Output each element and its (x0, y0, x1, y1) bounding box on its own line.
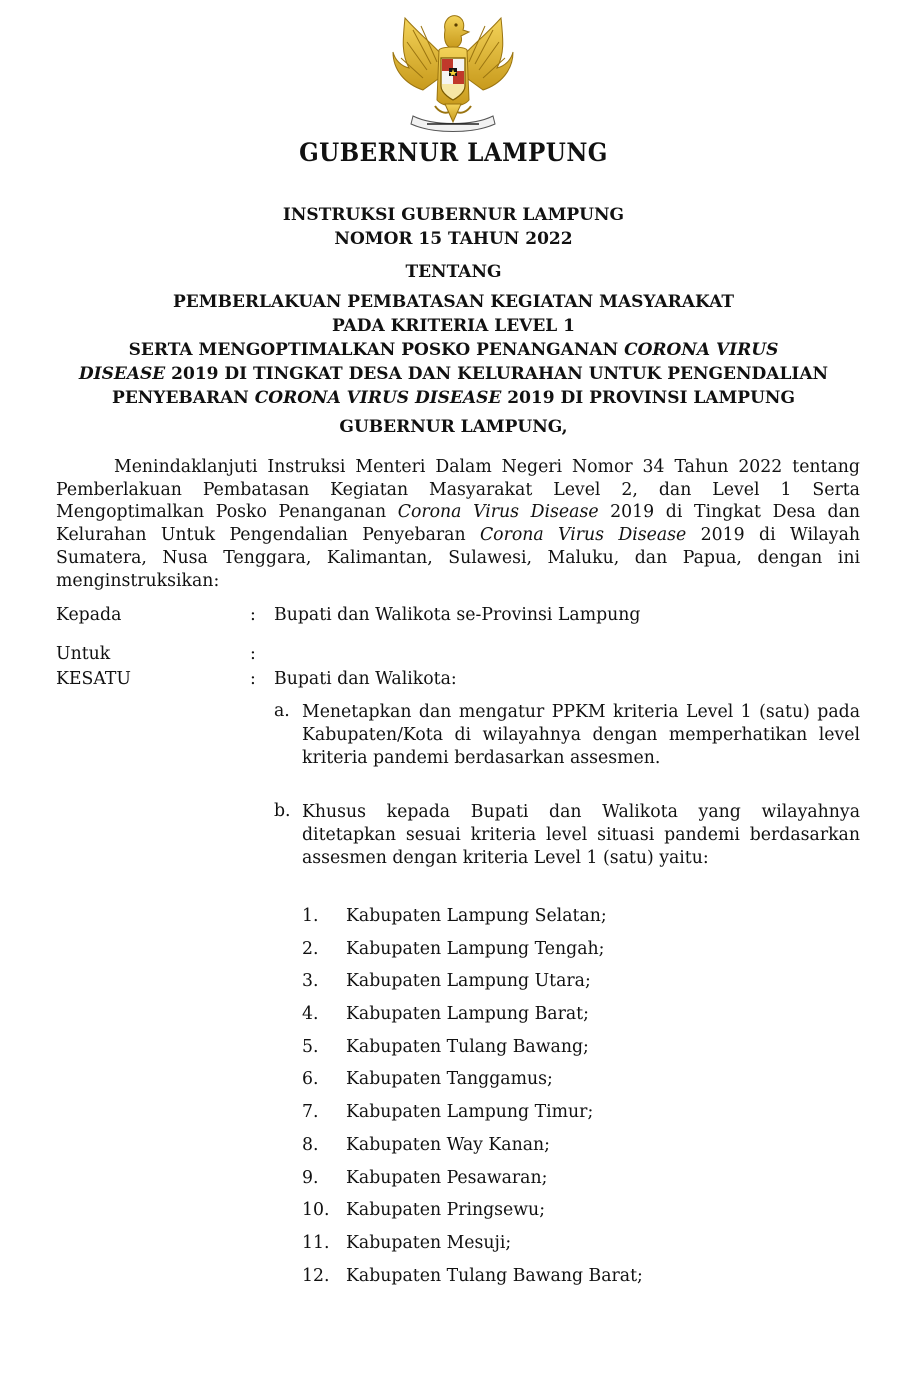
instruction-heading (0, 203, 907, 251)
list-item: 2. Kabupaten Lampung Tengah; (302, 938, 605, 959)
kesatu-value: Bupati dan Walikota: (274, 669, 457, 689)
kepada-value: Bupati dan Walikota se-Provinsi Lampung (274, 605, 641, 625)
item-a-text: Menetapkan dan mengatur PPKM kriteria Level 1 (satu) pada Kabupaten/Kota di wilayahnya dengan memperhatikan level kriteria pandemi berdasarkan assesmen. (302, 702, 860, 768)
list-item: 6. Kabupaten Tanggamus; (302, 1069, 553, 1090)
kesatu-label: KESATU (56, 669, 131, 689)
document-page: GUBERNUR LAMPUNG INSTRUKSI GUBERNUR LAMPUNG NOMOR 15 TAHUN 2022 TENTANG PEMBERLAKUAN PEMBATASAN KEGIATAN MASYARAKAT PADA KRITERIA LEVEL 1 SERTA MENGOPTIMALKAN POSKO PENANGANAN CORONA VIRUS DISEASE 2019 DI TINGKAT DESA DAN KELURAHAN UNTUK PENGENDALIAN PENYEBARAN CORONA VIRUS DISEASE 2019 DI PROVINSI LAMPUNG GUBERNUR LAMPUNG, Menindaklanjuti Instruksi Menteri Dalam Negeri Nomor 34 Tahun 2022 tentang Pemberlakuan Pembatasan Kegiatan Masyarakat Level 2, dan Level 1 Serta Mengoptimalkan Posko Penanganan Corona Virus Disease 2019 di Tingkat Desa dan Kelurahan Untuk Pengendalian Penyebaran Corona Virus Disease 2019 di Wilayah Sumatera, Nusa Tenggara, Kalimantan, Sulawesi, Maluku, dan Papua, dengan ini menginstruksikan: Kepada : Bupati dan Walikota se-Provinsi Lampung Untuk : KESATU : Bupati dan Walikota: a. Menetapkan dan mengatur PPKM kriteria Level 1 (satu) pada Kabupaten/Kota di wilayahnya dengan memperhatikan level kriteria pandemi berdasarkan assesmen. b. Khusus kepada Bupati dan Walikota yang wilayahnya ditetapkan sesuai kriteria level situasi pandemi berdasarkan assesmen dengan kriteria Level 1 (satu) yaitu: 1. Kabupaten Lampung Selatan; 2. Kabupaten Lampung Tengah; 3. Kabupaten Lampung Utara; 4. Kabupaten Lampung Barat; 5. Kabupaten Tulang Bawang; 6. Kabupaten Tanggamus; 7. Kabupaten Lampung Timur; 8. Kabupaten Way Kanan; 9. Kabupaten Pesawaran; 10. Kabupaten Pringsewu; 11. Kabupaten Mesuji; 12. Kabupaten Tulang Bawang Barat; (0, 0, 907, 1398)
list-item: 1. Kabupaten Lampung Selatan; (302, 906, 607, 926)
instruction-number: NOMOR 15 TAHUN 2022 (334, 229, 573, 249)
list-item: 12. Kabupaten Tulang Bawang Barat; (302, 1265, 643, 1286)
list-item: 3. Kabupaten Lampung Utara; (302, 971, 591, 992)
issuer-heading: GUBERNUR LAMPUNG, (339, 417, 568, 437)
list-item: 5. Kabupaten Tulang Bawang; (302, 1036, 589, 1057)
list-item: 4. Kabupaten Lampung Barat; (302, 1004, 589, 1025)
subject-heading: PEMBERLAKUAN PEMBATASAN KEGIATAN MASYARAKAT PADA KRITERIA LEVEL 1 SERTA MENGOPTIMALKAN POSKO PENANGANAN CORONA VIRUS DISEASE 2019 DI TINGKAT DESA DAN KELURAHAN UNTUK PENGENDALIAN PENYEBARAN CORONA VIRUS DISEASE 2019 DI PROVINSI LAMPUNG (78, 292, 829, 408)
list-item: 8. Kabupaten Way Kanan; (302, 1134, 550, 1155)
preamble-paragraph: Menindaklanjuti Instruksi Menteri Dalam Negeri Nomor 34 Tahun 2022 tentang Pemberlakuan Pembatasan Kegiatan Masyarakat Level 2, dan Level 1 Serta Mengoptimalkan Posko Penanganan Corona Virus Disease 2019 di Tingkat Desa dan Kelurahan Untuk Pengendalian Penyebaran Corona Virus Disease 2019 di Wilayah Sumatera, Nusa Tenggara, Kalimantan, Sulawesi, Maluku, dan Papua, dengan ini menginstruksikan: (56, 457, 860, 591)
about-heading: TENTANG (405, 262, 502, 282)
regency-list (302, 900, 643, 1292)
kepada-label: Kepada (56, 605, 122, 625)
list-item: 11. Kabupaten Mesuji; (302, 1232, 512, 1253)
item-b-text: Khusus kepada Bupati dan Walikota yang wilayahnya ditetapkan sesuai kriteria level situasi pandemi berdasarkan assesmen dengan kriteria Level 1 (satu) yaitu: (302, 802, 860, 868)
garuda-emblem-icon (383, 8, 523, 138)
list-item: 7. Kabupaten Lampung Timur; (302, 1102, 594, 1123)
untuk-label: Untuk (56, 644, 111, 664)
header-title: GUBERNUR LAMPUNG (299, 138, 608, 167)
instruction-line-1: INSTRUKSI GUBERNUR LAMPUNG (282, 205, 625, 225)
list-item: 10. Kabupaten Pringsewu; (302, 1200, 546, 1221)
item-b-letter: b. (274, 801, 291, 821)
list-item: 9. Kabupaten Pesawaran; (302, 1167, 548, 1188)
item-a-letter: a. (274, 701, 290, 721)
